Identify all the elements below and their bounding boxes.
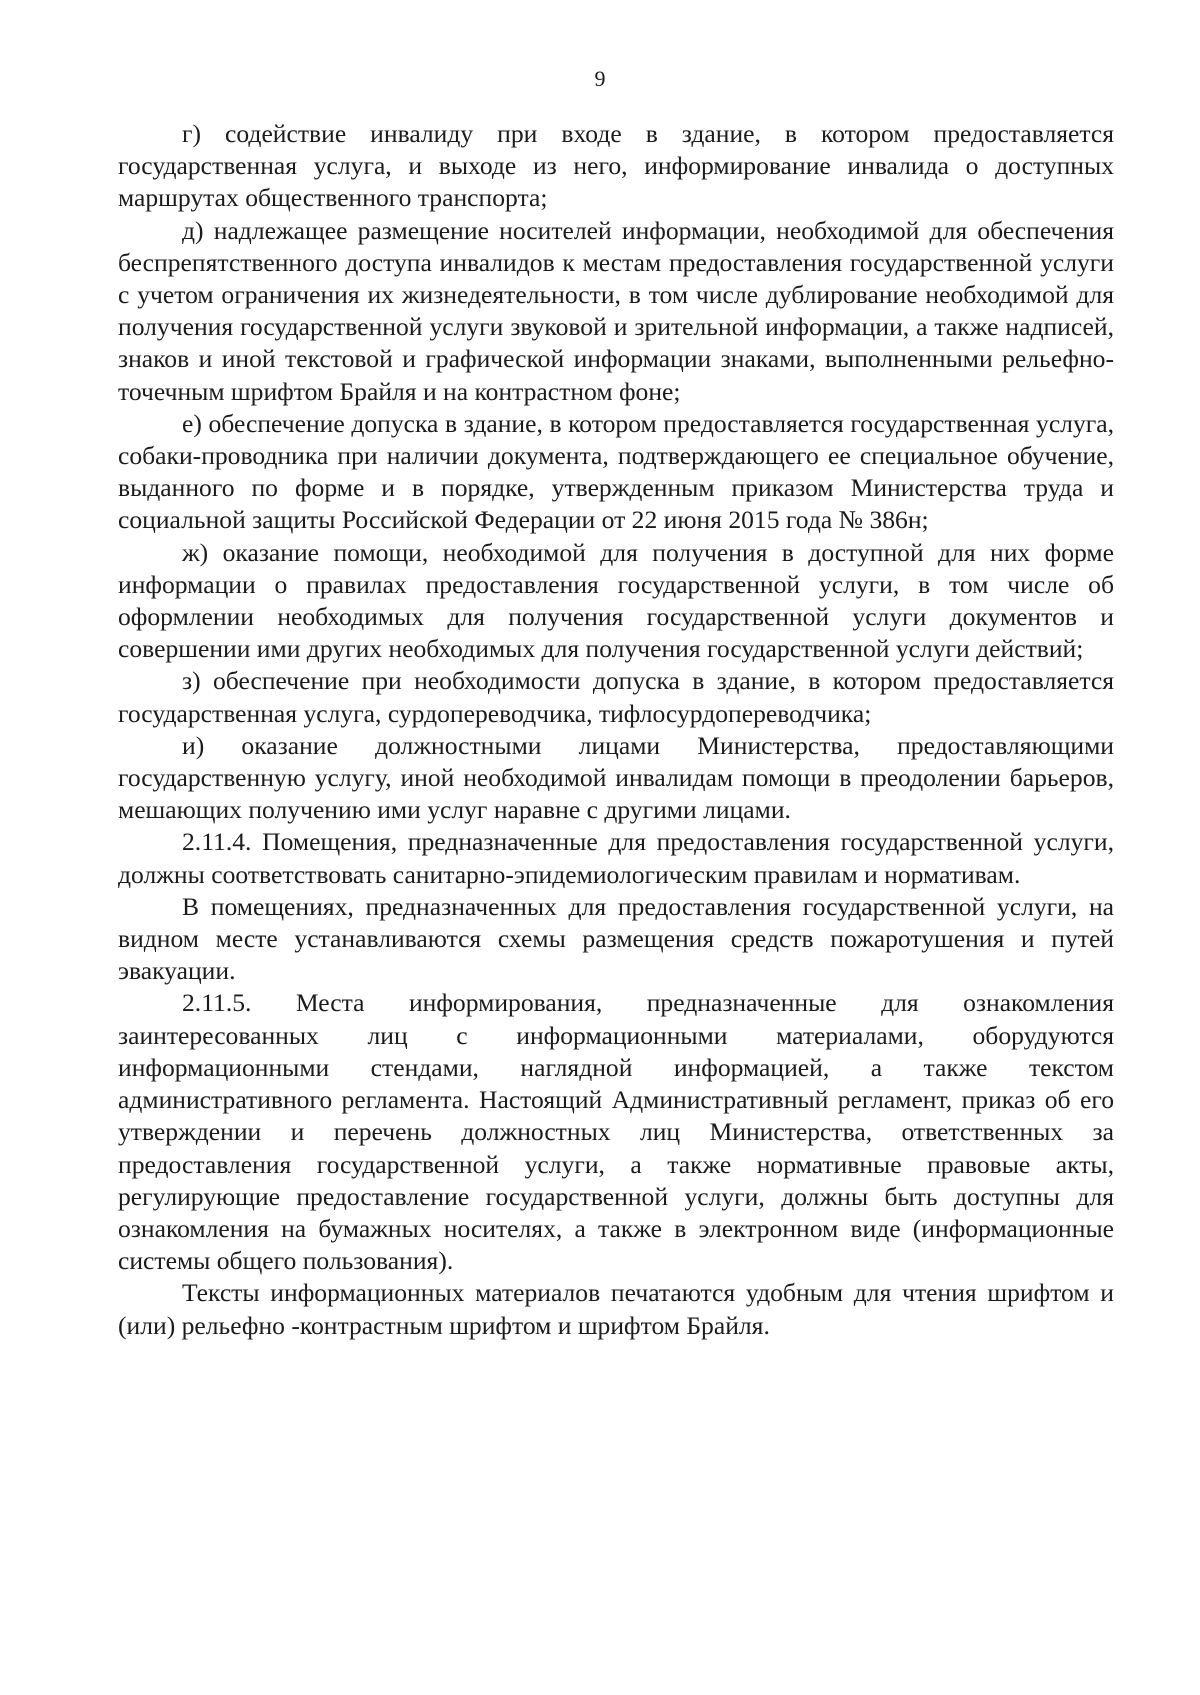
paragraph-2-11-5: 2.11.5. Места информирования, предназначенные для ознакомления заинтересованных лиц с информационными материалами, оборудуются информационными стендами, наглядной информацией, а также текстом административного регламента. Настоящий Административный регламент, приказ об его утверждении и перечень должностных лиц Министерства, ответственных за предоставления государственной услуги, а также нормативные правовые акты, регулирующие предоставление государственной услуги, должны быть доступны для ознакомления на бумажных носителях, а также в электронном виде (информационные системы общего пользования). <box>118 988 1114 1276</box>
paragraph-info-materials-fonts: Тексты информационных материалов печатаются удобным для чтения шрифтом и (или) рельефно -контрастным шрифтом и шрифтом Брайля. <box>118 1278 1114 1340</box>
paragraph-g: г) содействие инвалиду при входе в здание, в котором предоставляется государственная услуга, и выходе из него, информирование инвалида о доступных маршрутах общественного транспорта; <box>118 119 1114 213</box>
paragraph-e: е) обеспечение допуска в здание, в котором предоставляется государственная услуга, собаки-проводника при наличии документа, подтверждающего ее специальное обучение, выданного по форме и в порядке, утвержденным приказом Министерства труда и социальной защиты Российской Федерации от 22 июня 2015 года № 386н; <box>118 408 1114 535</box>
document-body <box>118 118 1114 1342</box>
paragraph-premises-evacuation: В помещениях, предназначенных для предоставления государственной услуги, на видном месте устанавливаются схемы размещения средств пожаротушения и путей эвакуации. <box>118 891 1114 986</box>
paragraph-z: з) обеспечение при необходимости допуска в здание, в котором предоставляется государственная услуга, сурдопереводчика, тифлосурдопереводчика; <box>118 666 1114 728</box>
paragraph-d: д) надлежащее размещение носителей информации, необходимой для обеспечения беспрепятственного доступа инвалидов к местам предоставления государственной услуги с учетом ограничения их жизнедеятельности, в том числе дублирование необходимой для получения государственной услуги звуковой и зрительной информации, а также надписей, знаков и иной текстовой и графической информации знаками, выполненными рельефно-точечным шрифтом Брайля и на контрастном фоне; <box>118 215 1114 406</box>
paragraph-zh: ж) оказание помощи, необходимой для получения в доступной для них форме информации о правилах предоставления государственной услуги, в том числе об оформлении необходимых для получения государственной услуги документов и совершении ими других необходимых для получения государственной услуги действий; <box>118 537 1114 664</box>
page-number: 9 <box>594 66 606 91</box>
paragraph-2-11-4: 2.11.4. Помещения, предназначенные для предоставления государственной услуги, должны соответствовать санитарно-эпидемиологическим правилам и нормативам. <box>118 827 1114 889</box>
paragraph-i: и) оказание должностными лицами Министерства, предоставляющими государственную услугу, иной необходимой инвалидам помощи в преодолении барьеров, мешающих получению ими услуг наравне с другими лицами. <box>118 730 1114 825</box>
